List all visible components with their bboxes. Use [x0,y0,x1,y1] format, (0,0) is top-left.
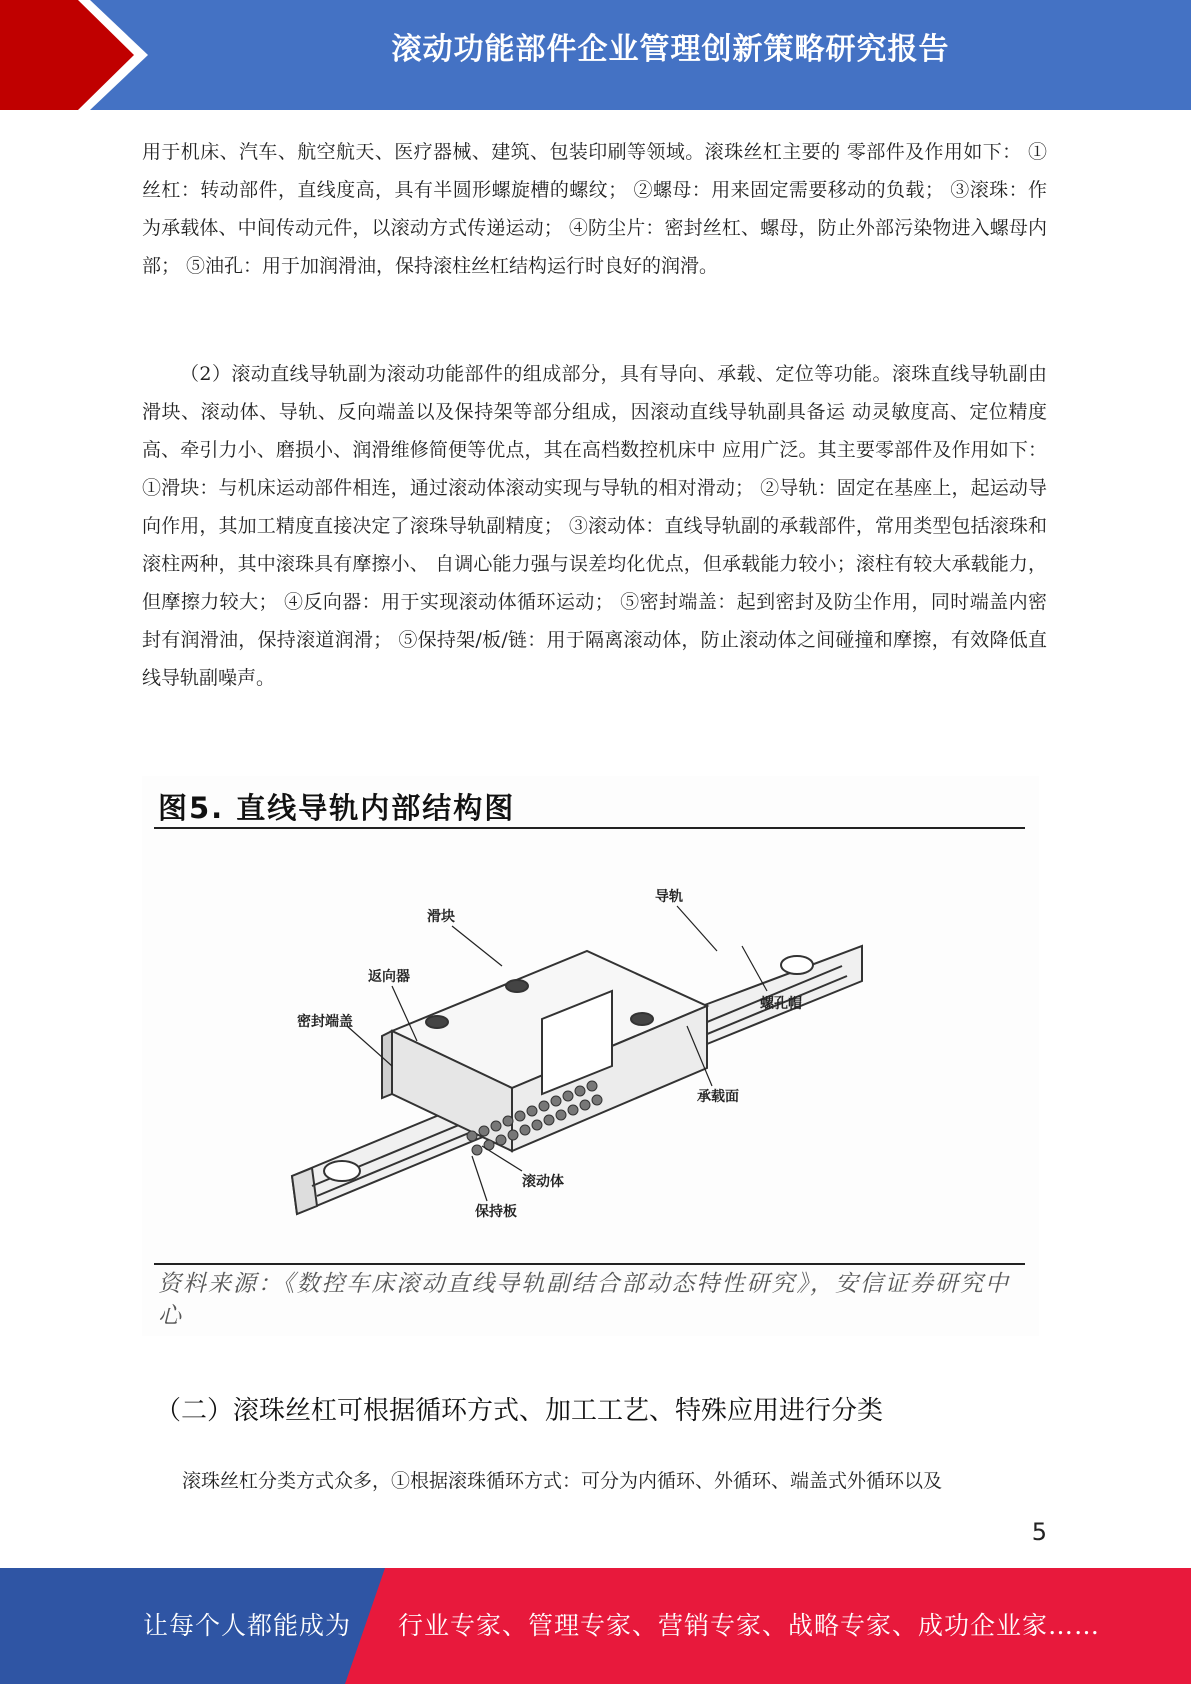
section-heading: （二）滚珠丝杠可根据循环方式、加工工艺、特殊应用进行分类 [155,1396,884,1426]
page-number: 5 [1031,1518,1047,1546]
figure-bottom-rule [154,1263,1025,1265]
footer-slogan-right: 行业专家、管理专家、营销专家、战略专家、成功企业家…… [398,1611,1101,1640]
label-reverser: 返向器 [368,969,410,985]
linear-guide-diagram [142,836,1039,1261]
figure-title: 图5. 直线导轨内部结构图 [158,791,516,825]
footer-slogan-left: 让每个人都能成为 [143,1611,352,1640]
figure-linear-guide [142,776,1039,1336]
figure-top-rule [154,827,1025,829]
label-rail: 导轨 [655,889,683,905]
page-footer [0,1568,1191,1684]
header-arrow-decoration [0,0,160,110]
label-screw-cap: 螺孔帽 [760,996,802,1012]
label-seal-cap: 密封端盖 [297,1014,353,1030]
label-rolling-body: 滚动体 [522,1174,564,1190]
report-title: 滚动功能部件企业管理创新策略研究报告 [391,32,950,67]
figure-source: 资料来源：《数控车床滚动直线导轨副结合部动态特性研究》，安信证券研究中心 [158,1271,1010,1329]
paragraph-ball-screw-parts: 用于机床、汽车、航空航天、医疗器械、建筑、包装印刷等领域。滚珠丝杠主要的 零部件及作用如下： ①丝杠：转动部件，直线度高，具有半圆形螺旋槽的螺纹； ②螺母：用来固定需要移动的负载； ③滚珠：作为承载体、中间传动元件，以滚动方式传递运动； ④防尘片：密封丝杠、螺母，防止外部污染物进入螺母内部； ⑤油孔：用于加润滑油，保持滚柱丝杠结构运行时良好的润滑。 [142,141,1047,277]
paragraph-classification: 滚珠丝杠分类方式众多，①根据滚珠循环方式：可分为内循环、外循环、端盖式外循环以及 [182,1470,943,1492]
rail-hole-right [781,956,813,974]
rail-hole-left [324,1161,360,1181]
paragraph-linear-guide: （2）滚动直线导轨副为滚动功能部件的组成部分，具有导向、承载、定位等功能。滚珠直线导轨副由滑块、滚动体、导轨、反向端盖以及保持架等部分组成，因滚动直线导轨副具备运 动灵敏度高、定位精度高、牵引力小、磨损小、润滑维修简便等优点，其在高档数控机床中 应用广泛。其主要零部件及作用如下： ①滑块：与机床运动部件相连，通过滚动体滚动实现与导轨的相对滑动； ②导轨：固定在基座上，起运动导向作用，其加工精度直接决定了滚珠导轨副精度； ③滚动体：直线导轨副的承载部件，常用类型包括滚珠和滚柱两种，其中滚珠具有摩擦小、 自调心能力强与误差均化优点，但承载能力较小；滚柱有较大承载能力，但摩擦力较大； ④反向器：用于实现滚动体循环运动； ⑤密封端盖：起到密封及防尘作用，同时端盖内密封有润滑油，保持滚道润滑； ⑤保持架/板/链：用于隔离滚动体，防止滚动体之间碰撞和摩擦，有效降低直线导轨副噪声。 [142,363,1047,689]
page-header [0,0,1191,110]
label-slider: 滑块 [427,909,455,925]
label-bearing-face: 承载面 [697,1089,739,1105]
label-retainer: 保持板 [475,1204,517,1220]
